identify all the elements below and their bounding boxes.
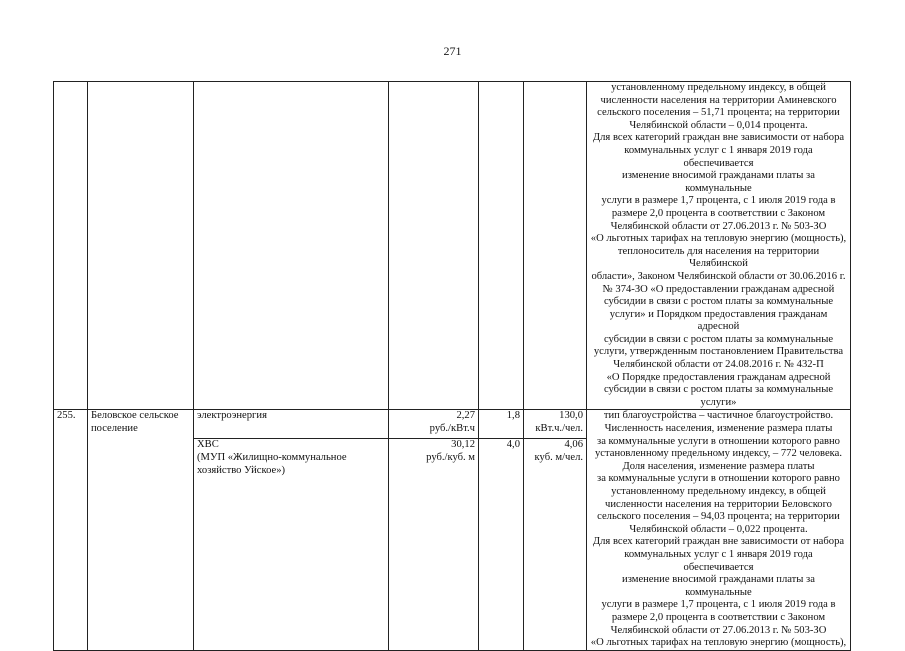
table-row — [54, 410, 851, 439]
settlement-name-cell — [88, 82, 194, 410]
settlement-name-cell: Беловское сельское поселение — [88, 410, 194, 650]
tariff-cell — [389, 82, 479, 410]
service-cell — [194, 82, 389, 410]
service-cell: электроэнергия — [194, 410, 389, 439]
table-row — [54, 82, 851, 410]
row-number-cell: 255. — [54, 410, 88, 650]
index-cell: 4,0 — [479, 439, 524, 650]
row-number-cell — [54, 82, 88, 410]
tariff-table — [53, 81, 851, 651]
description-cell: установленному предельному индексу, в общей численности населения на территории Аминевского сельского поселения – 51,71 процента; на территории Челябинской области – 0,014 процента. Для всех категорий граждан вне зависимости от набора коммунальных услуг с 1 января 2019 года обеспечивается изменение вносимой гражданами платы за коммунальные услуги в размере 1,7 процента, с 1 июля 2019 года в размере 2,0 процента в соответствии с Законом Челябинской области от 27.06.2013 г. № 503-ЗО «О льготных тарифах на тепловую энергию (мощность), теплоноситель для населения на территории Челябинской области», Законом Челябинской области от 30.06.2016 г. № 374-ЗО «О предоставлении гражданам адресной субсидии в связи с ростом платы за коммунальные услуги» и Порядком предоставления гражданам адресной субсидии в связи с ростом платы за коммунальные услуги, утвержденным постановлением Правительства Челябинской области от 24.08.2016 г. № 432-П «О Порядке предоставления гражданам адресной субсидии в связи с ростом платы за коммунальные услуги» — [587, 82, 851, 410]
description-cell: тип благоустройства – частичное благоустройство. Численность населения, изменение размера платы за коммунальные услуги в отношении которого равно установленному предельному индексу, – 772 человека. Доля населения, изменение размера платы за коммунальные услуги в отношении которого равно установленному предельному индексу, в общей численности населения на территории Беловского сельского поселения – 94,03 процента; на территории Челябинской области – 0,022 процента. Для всех категорий граждан вне зависимости от набора коммунальных услуг с 1 января 2019 года обеспечивается изменение вносимой гражданами платы за коммунальные услуги в размере 1,7 процента, с 1 июля 2019 года в размере 2,0 процента в соответствии с Законом Челябинской области от 27.06.2013 г. № 503-ЗО «О льготных тарифах на тепловую энергию (мощность), — [587, 410, 851, 650]
index-cell: 1,8 — [479, 410, 524, 439]
norm-cell — [524, 82, 587, 410]
tariff-cell: 30,12 руб./куб. м — [389, 439, 479, 650]
tariff-cell: 2,27 руб./кВт.ч — [389, 410, 479, 439]
norm-cell: 4,06 куб. м/чел. — [524, 439, 587, 650]
page-number: 271 — [443, 44, 462, 58]
norm-cell: 130,0 кВт.ч./чел. — [524, 410, 587, 439]
index-cell — [479, 82, 524, 410]
service-cell: ХВС (МУП «Жилищно-коммунальное хозяйство Уйское») — [194, 439, 389, 650]
